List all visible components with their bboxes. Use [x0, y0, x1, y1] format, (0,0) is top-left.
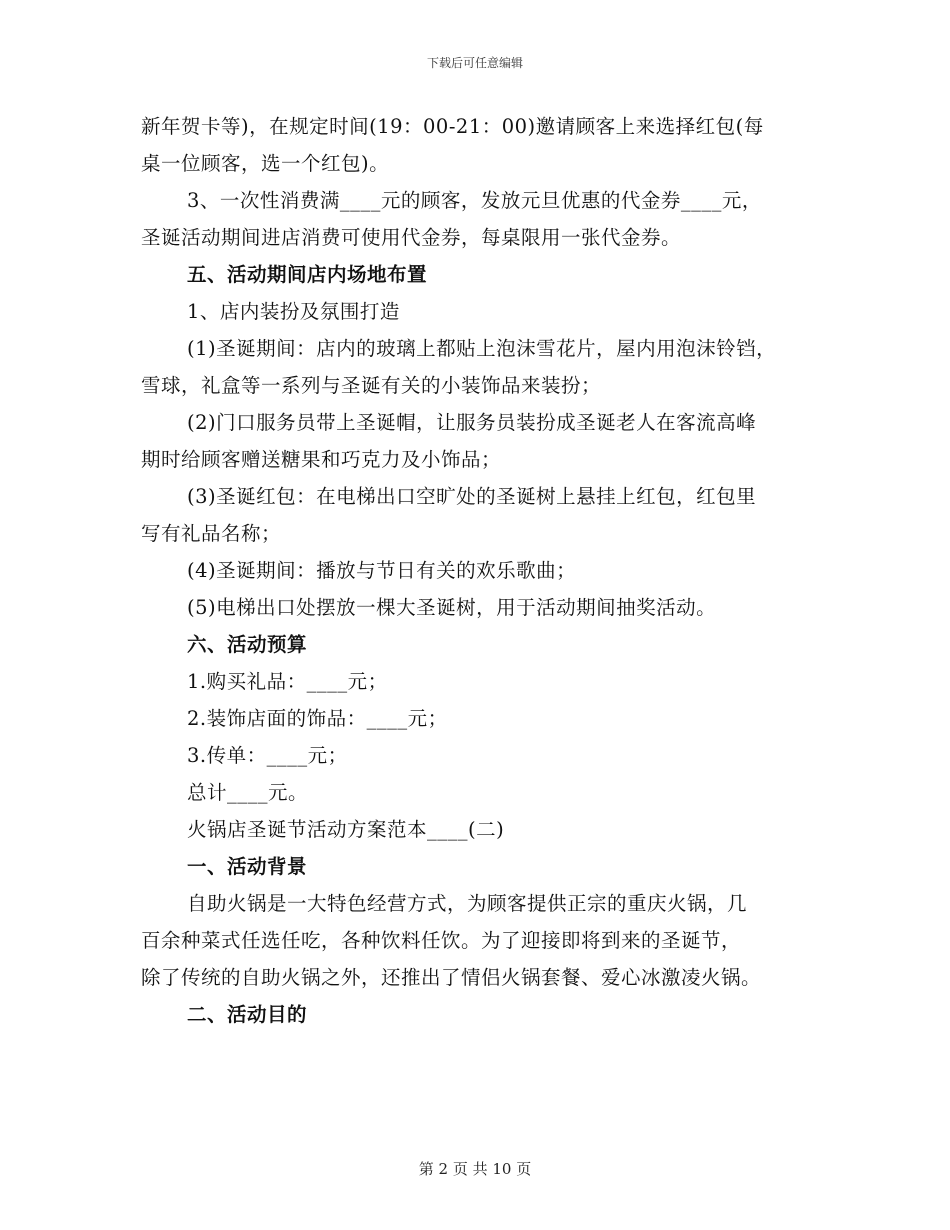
- paragraph-line: (1)圣诞期间：店内的玻璃上都贴上泡沫雪花片，屋内用泡沫铃铛，: [187, 337, 777, 360]
- subsection-heading: 1、店内装扮及氛围打造: [187, 300, 400, 323]
- paragraph-line: 写有礼品名称；: [141, 522, 282, 545]
- budget-item: 3.传单：____元；: [187, 744, 348, 767]
- paragraph-line: (3)圣诞红包：在电梯出口空旷处的圣诞树上悬挂上红包，红包里: [187, 485, 757, 508]
- paragraph-line: 雪球，礼盒等一系列与圣诞有关的小装饰品来装扮；: [141, 374, 602, 397]
- section-heading: 五、活动期间店内场地布置: [187, 263, 428, 286]
- page-header: 下载后可任意编辑: [426, 56, 523, 70]
- section-heading: 二、活动目的: [187, 1003, 308, 1026]
- section-heading: 一、活动背景: [187, 855, 308, 878]
- page-footer: 第 2 页 共 10 页: [418, 1160, 532, 1178]
- budget-item: 2.装饰店面的饰品：____元；: [187, 707, 448, 730]
- paragraph-line: (2)门口服务员带上圣诞帽，让服务员装扮成圣诞老人在客流高峰: [187, 411, 757, 434]
- document-body: [141, 108, 821, 1033]
- paragraph-line: (4)圣诞期间：播放与节日有关的欢乐歌曲；: [187, 559, 577, 582]
- paragraph-line: 期时给顾客赠送糖果和巧克力及小饰品；: [141, 448, 502, 471]
- section-heading: 六、活动预算: [187, 633, 308, 656]
- document-subtitle: 火锅店圣诞节活动方案范本____(二): [187, 818, 505, 841]
- paragraph-line: 除了传统的自助火锅之外，还推出了情侣火锅套餐、爱心冰激凌火锅。: [141, 966, 762, 989]
- budget-total: 总计____元。: [187, 781, 309, 804]
- budget-item: 1.购买礼品：____元；: [187, 670, 388, 693]
- paragraph-line: (5)电梯出口处摆放一棵大圣诞树，用于活动期间抽奖活动。: [187, 596, 717, 619]
- paragraph-line: 3、一次性消费满____元的顾客，发放元旦优惠的代金券____元，: [187, 189, 762, 212]
- paragraph-line: 新年贺卡等)，在规定时间(19：00-21：00)邀请顾客上来选择红包(每: [141, 115, 764, 138]
- paragraph-line: 自助火锅是一大特色经营方式，为顾客提供正宗的重庆火锅，几: [187, 892, 748, 915]
- paragraph-line: 桌一位顾客，选一个红包)。: [141, 152, 390, 175]
- paragraph-line: 百余种菜式任选任吃，各种饮料任饮。为了迎接即将到来的圣诞节，: [141, 929, 742, 952]
- paragraph-line: 圣诞活动期间进店消费可使用代金券，每桌限用一张代金券。: [141, 226, 682, 249]
